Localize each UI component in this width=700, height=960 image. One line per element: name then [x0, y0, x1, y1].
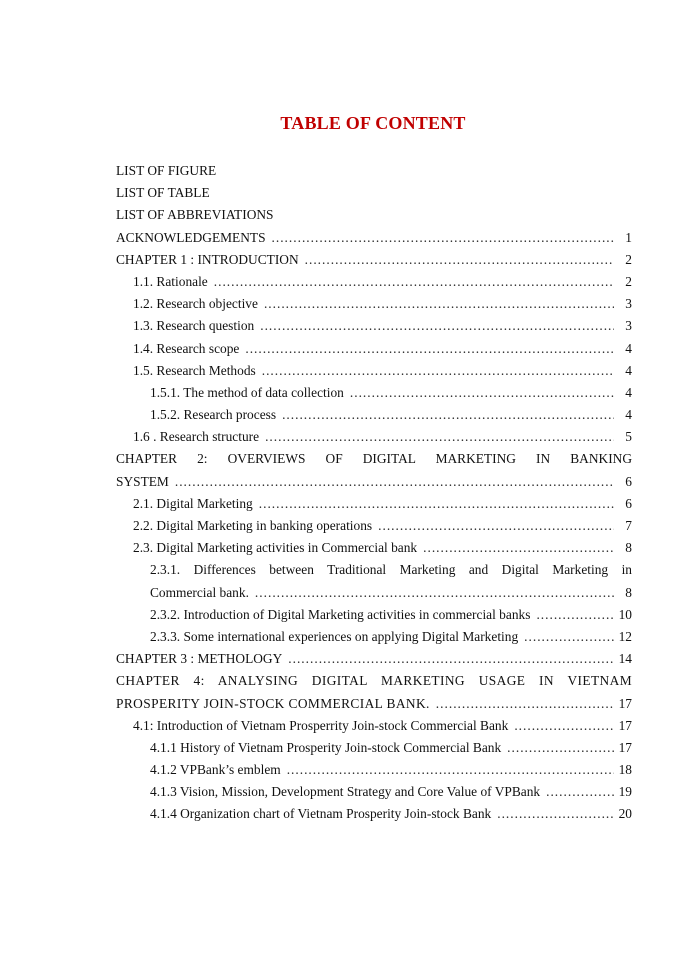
- toc-entry-label: LIST OF TABLE: [116, 185, 210, 201]
- toc-entry-1-6[interactable]: [116, 426, 632, 448]
- toc-entry-label: 2.1. Digital Marketing: [133, 495, 253, 511]
- toc-entry-label: 2.3.3. Some international experiences on applying Digital Marketing: [150, 628, 519, 644]
- dot-leader: [436, 693, 614, 715]
- toc-entry-page: 14: [618, 651, 632, 667]
- toc-entry-page: 20: [618, 806, 632, 822]
- toc-entry-label: 2.3.1. Differences between Traditional Marketing and Digital Marketing in: [150, 562, 632, 578]
- toc-entry-label: 4.1.3 Vision, Mission, Development Strategy and Core Value of VPBank: [150, 784, 541, 800]
- toc-entry-chapter-4-line2[interactable]: [116, 693, 632, 715]
- toc-entry-page: 6: [625, 473, 632, 489]
- toc-entry-4-1[interactable]: [116, 715, 632, 737]
- toc-entry-list-of-table[interactable]: [116, 182, 632, 204]
- toc-entry-page: 10: [618, 606, 632, 622]
- toc-entry-list-of-abbreviations[interactable]: [116, 204, 632, 226]
- toc-entry-label: 2.2. Digital Marketing in banking operations: [133, 518, 373, 533]
- dot-leader: [287, 759, 614, 781]
- toc-entry-page: 7: [625, 518, 632, 533]
- toc-entry-page: 18: [618, 762, 632, 778]
- toc-entry-page: 8: [625, 584, 632, 600]
- toc-entry-page: 2: [625, 273, 632, 289]
- toc-entry-1-5-2[interactable]: [116, 404, 632, 426]
- dot-leader: [497, 803, 614, 825]
- dot-leader: [214, 271, 614, 293]
- toc-entry-1-5-1[interactable]: [116, 382, 632, 404]
- dot-leader: [262, 360, 614, 382]
- table-of-contents: [116, 160, 632, 826]
- dot-leader: [260, 315, 614, 337]
- toc-entry-1-2[interactable]: [116, 293, 632, 315]
- toc-entry-label-continued: Commercial bank.: [150, 584, 249, 600]
- dot-leader: [507, 737, 614, 759]
- toc-entry-label: 2.3.2. Introduction of Digital Marketing activities in commercial banks: [150, 606, 531, 622]
- dot-leader: [524, 626, 614, 648]
- toc-entry-page: 12: [618, 628, 632, 644]
- toc-entry-page: 1: [625, 229, 632, 245]
- toc-entry-label: 1.4. Research scope: [133, 340, 240, 356]
- toc-entry-page: 4: [625, 384, 632, 400]
- toc-entry-chapter-1[interactable]: [116, 249, 632, 271]
- dot-leader: [265, 426, 614, 448]
- toc-entry-chapter-4-line1[interactable]: [116, 670, 632, 692]
- toc-entry-label: 1.5.2. Research process: [150, 407, 277, 423]
- dot-leader: [514, 715, 614, 737]
- toc-entry-2-3-3[interactable]: [116, 626, 632, 648]
- dot-leader: [546, 781, 614, 803]
- toc-entry-label: LIST OF ABBREVIATIONS: [116, 207, 274, 223]
- dot-leader: [305, 249, 614, 271]
- toc-entry-1-1[interactable]: [116, 271, 632, 293]
- toc-entry-label: 1.2. Research objective: [133, 296, 258, 312]
- toc-entry-chapter-2-line2[interactable]: [116, 471, 632, 493]
- toc-entry-page: 17: [618, 739, 632, 755]
- toc-entry-page: 3: [625, 296, 632, 312]
- toc-entry-label: CHAPTER 3 : METHOLOGY: [116, 651, 283, 667]
- toc-entry-list-of-figure[interactable]: [116, 160, 632, 182]
- toc-entry-page: 2: [625, 251, 632, 267]
- toc-entry-label: CHAPTER 2: OVERVIEWS OF DIGITAL MARKETING IN BANKING: [116, 451, 632, 467]
- toc-entry-page: 17: [618, 695, 632, 711]
- toc-entry-label: 1.6 . Research structure: [133, 429, 260, 445]
- toc-entry-label-continued: PROSPERITY JOIN-STOCK COMMERCIAL BANK.: [116, 695, 430, 711]
- toc-entry-2-3-1-line2[interactable]: [116, 582, 632, 604]
- toc-entry-chapter-2-line1[interactable]: [116, 448, 632, 470]
- toc-entry-page: 3: [625, 318, 632, 334]
- dot-leader: [288, 648, 614, 670]
- toc-entry-label: 4.1.4 Organization chart of Vietnam Prosperity Join-stock Bank: [150, 806, 492, 822]
- dot-leader: [350, 382, 614, 404]
- toc-entry-2-3[interactable]: [116, 537, 632, 559]
- toc-entry-page: 8: [625, 540, 632, 556]
- toc-entry-page: 4: [625, 362, 632, 378]
- toc-entry-1-4[interactable]: [116, 338, 632, 360]
- toc-entry-label: CHAPTER 1 : INTRODUCTION: [116, 251, 299, 267]
- toc-title: TABLE OF CONTENT: [280, 113, 466, 133]
- dot-leader: [536, 604, 614, 626]
- toc-entry-page: 4: [625, 340, 632, 356]
- toc-entry-label: 4.1.1 History of Vietnam Prosperity Join-stock Commercial Bank: [150, 739, 502, 755]
- toc-entry-label: 2.3. Digital Marketing activities in Commercial bank: [133, 540, 418, 556]
- toc-entry-label: ACKNOWLEDGEMENTS: [116, 229, 266, 245]
- toc-entry-label: 1.1. Rationale: [133, 273, 208, 289]
- toc-entry-label: LIST OF FIGURE: [116, 163, 217, 178]
- toc-entry-page: 6: [625, 495, 632, 511]
- toc-entry-label: 1.5.1. The method of data collection: [150, 384, 344, 400]
- toc-entry-2-3-2[interactable]: [116, 604, 632, 626]
- dot-leader: [423, 537, 614, 559]
- dot-leader: [245, 338, 614, 360]
- dot-leader: [272, 227, 614, 249]
- dot-leader: [175, 471, 614, 493]
- toc-entry-label: CHAPTER 4: ANALYSING DIGITAL MARKETING USAGE IN VIETNAM: [116, 673, 632, 689]
- dot-leader: [255, 582, 614, 604]
- dot-leader: [378, 515, 614, 537]
- dot-leader: [259, 493, 614, 515]
- toc-entry-2-2[interactable]: [116, 515, 632, 537]
- toc-entry-1-3[interactable]: [116, 315, 632, 337]
- toc-entry-page: 5: [625, 429, 632, 445]
- toc-entry-1-5[interactable]: [116, 360, 632, 382]
- toc-entry-chapter-3[interactable]: [116, 648, 632, 670]
- toc-entry-label: 4.1: Introduction of Vietnam Prosperrity Join-stock Commercial Bank: [133, 717, 509, 733]
- toc-entry-page: 4: [625, 407, 632, 423]
- dot-leader: [282, 404, 614, 426]
- toc-entry-label: 1.3. Research question: [133, 318, 255, 334]
- toc-entry-2-1[interactable]: [116, 493, 632, 515]
- toc-entry-4-1-3[interactable]: [116, 781, 632, 803]
- toc-entry-acknowledgements[interactable]: [116, 227, 632, 249]
- toc-entry-label-continued: SYSTEM: [116, 473, 169, 489]
- toc-entry-page: 17: [618, 717, 632, 733]
- toc-entry-4-1-1[interactable]: [116, 737, 632, 759]
- toc-entry-4-1-2[interactable]: [116, 759, 632, 781]
- toc-entry-2-3-1-line1[interactable]: [116, 559, 632, 581]
- toc-entry-label: 4.1.2 VPBank’s emblem: [150, 762, 281, 778]
- toc-entry-page: 19: [618, 784, 632, 800]
- toc-entry-4-1-4[interactable]: [116, 803, 632, 825]
- toc-entry-label: 1.5. Research Methods: [133, 362, 256, 378]
- dot-leader: [264, 293, 614, 315]
